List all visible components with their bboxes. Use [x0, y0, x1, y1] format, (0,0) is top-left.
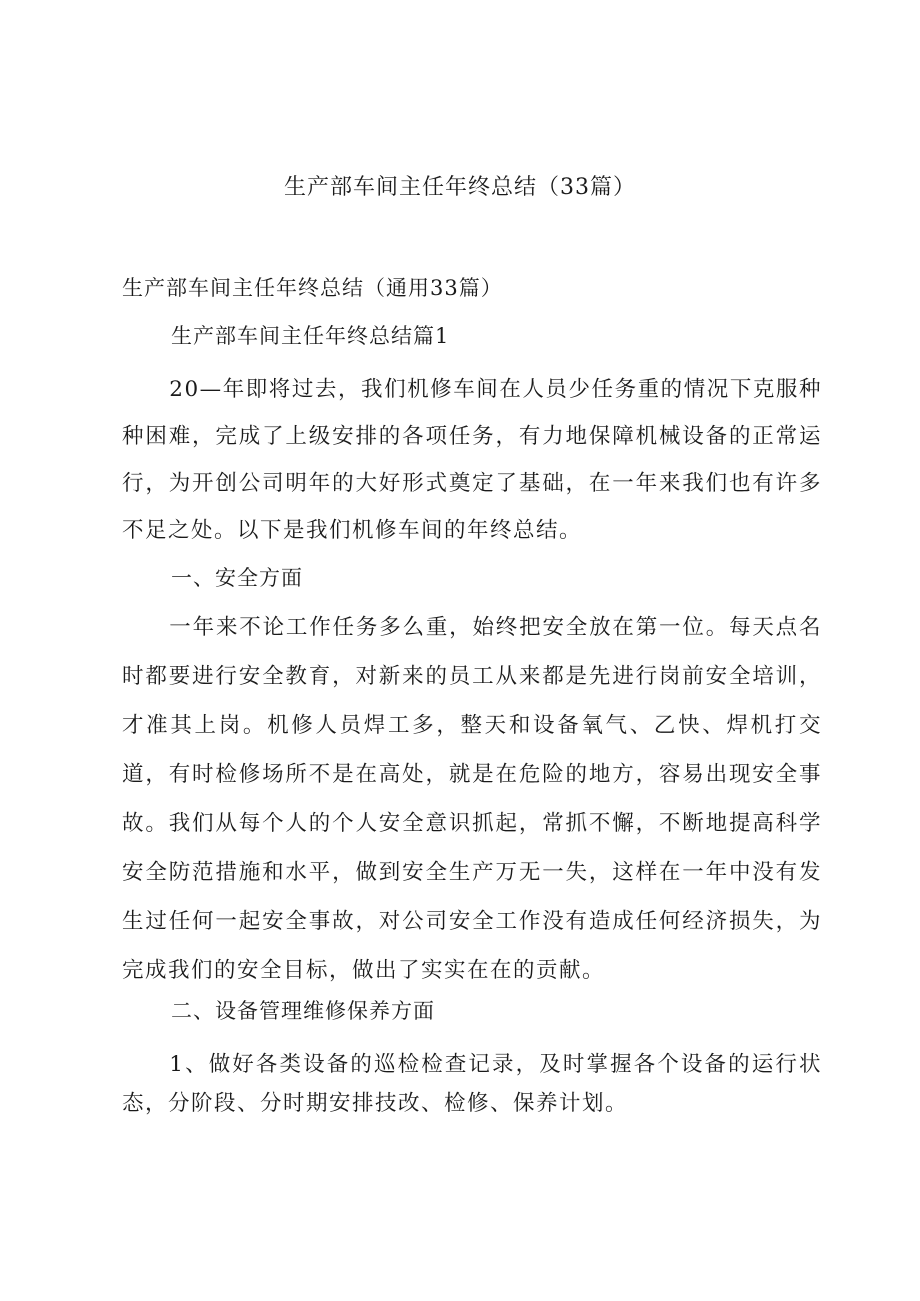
section-title: 生产部车间主任年终总结篇1: [171, 324, 450, 348]
document-subtitle: 生产部车间主任年终总结（通用33篇）: [122, 276, 503, 300]
intro-paragraph: 20—年即将过去，我们机修车间在人员少任务重的情况下克服种种困难，完成了上级安排的各项任务，有力地保障机械设备的正常运行，为开创公司明年的大好形式奠定了基础，在一年来我们也有许多不足之处。以下是我们机修车间的年终总结。: [122, 377, 822, 543]
safety-paragraph: 一年来不论工作任务多么重，始终把安全放在第一位。每天点名时都要进行安全教育，对新来的员工从来都是先进行岗前安全培训，才准其上岗。机修人员焊工多，整天和设备氧气、乙快、焊机打交道，有时检修场所不是在高处，就是在危险的地方，容易出现安全事故。我们从每个人的个人安全意识抓起，常抓不懈，不断地提高科学安全防范措施和水平，做到安全生产万无一失，这样在一年中没有发生过任何一起安全事故，对公司安全工作没有造成任何经济损失，为完成我们的安全目标，做出了实实在在的贡献。: [122, 615, 822, 983]
heading-safety: 一、安全方面: [171, 566, 303, 590]
document-title: 生产部车间主任年终总结（33篇）: [284, 175, 636, 200]
equipment-paragraph: 1、做好各类设备的巡检检查记录，及时掌握各个设备的运行状态，分阶段、分时期安排技改、检修、保养计划。: [122, 1052, 822, 1116]
heading-equipment: 二、设备管理维修保养方面: [171, 999, 435, 1023]
